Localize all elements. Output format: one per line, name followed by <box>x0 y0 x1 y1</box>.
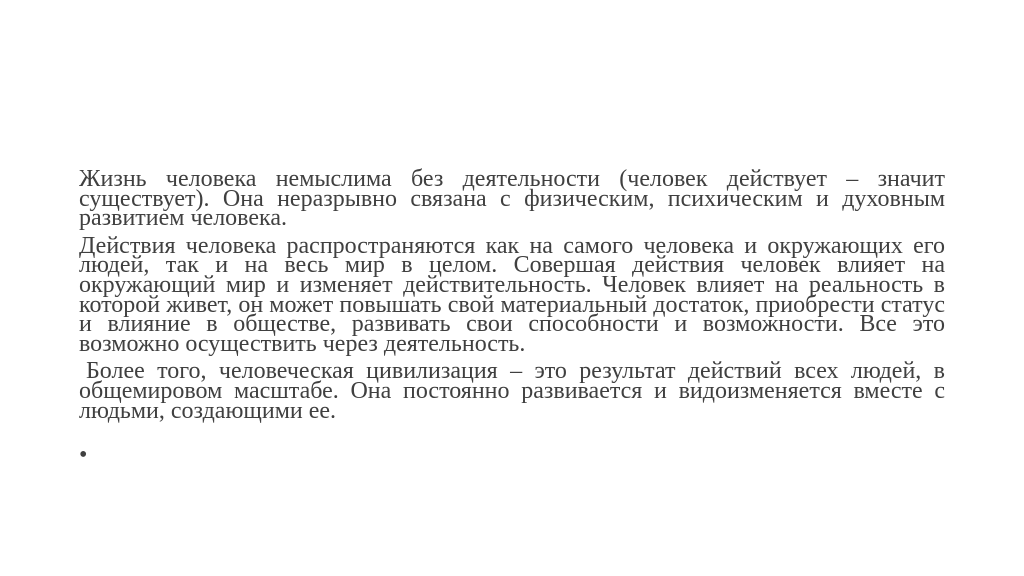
paragraph-3: Более того, человеческая цивилизация – это результат действий всех людей, в общемировом масштабе. Она постоянно развивается и видоизменяется вместе с людьми, создающими ее. <box>79 358 945 424</box>
text-body <box>79 166 945 424</box>
paragraph-1: Жизнь человека немыслима без деятельности (человек действует – значит существует). Она неразрывно связана с физическим, психическим и духовным развитием человека. <box>79 166 945 232</box>
empty-bullet-point: • <box>79 442 88 468</box>
paragraph-2: Действия человека распространяются как на самого человека и окружающих его людей, так и на весь мир в целом. Совершая действия человек влияет на окружающий мир и изменяет действительность. Человек влияет на реальность в которой живет, он может повышать свой материальный достаток, приобрести статус и влияние в обществе, развивать свои способности и возможности. Все это возможно осуществить через деятельность. <box>79 232 945 357</box>
